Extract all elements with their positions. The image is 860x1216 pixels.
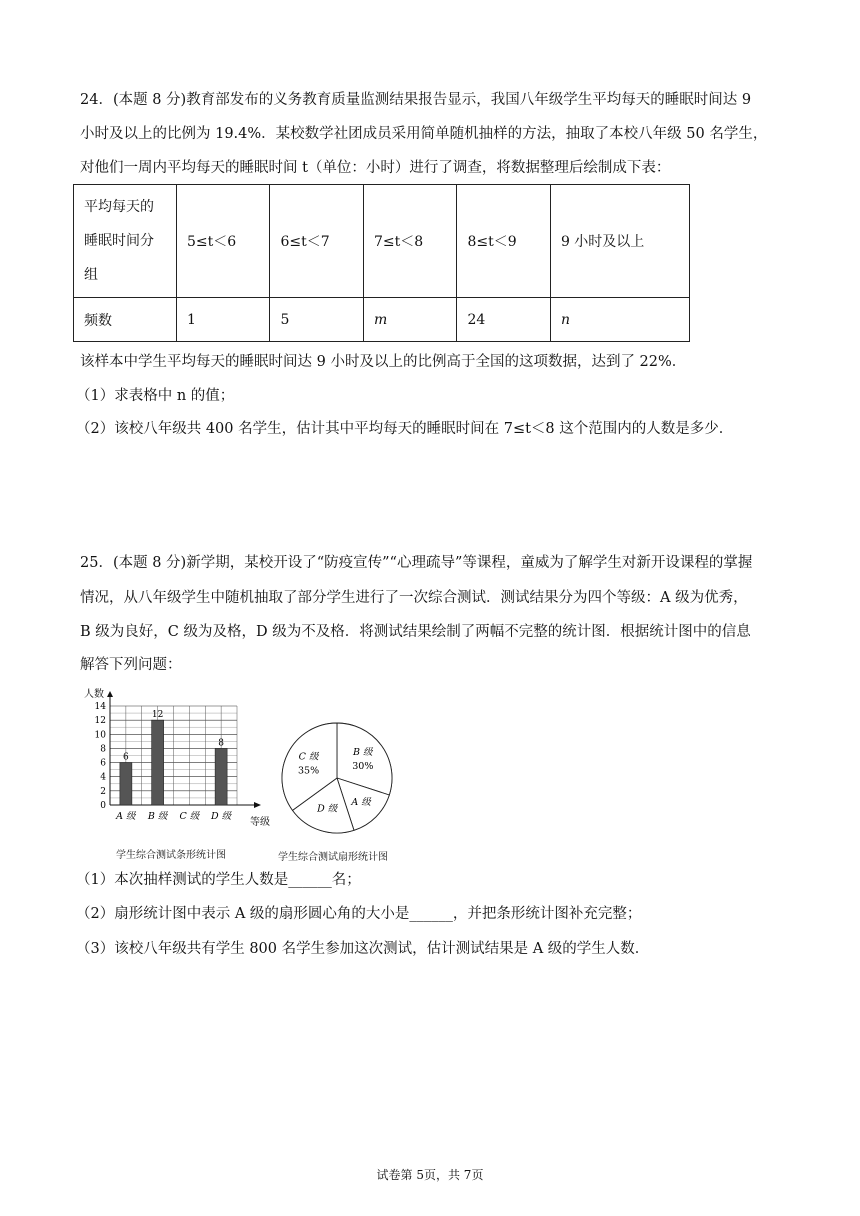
sleep-frequency-table (73, 184, 690, 342)
pie-slice-label: D 级 (317, 803, 338, 815)
table-cell-group: 9 小时及以上 (550, 185, 689, 298)
pie-slice-label: B 级 (353, 747, 373, 759)
table-cell-group: 7≤t＜8 (363, 185, 456, 298)
pie-slice-label: A 级 (351, 797, 371, 809)
q24-line4: 该样本中学生平均每天的睡眠时间达 9 小时及以上的比例高于全国的这项数据，达到了 22%． (80, 354, 687, 370)
pie-slice-percent: 30% (352, 761, 374, 773)
q25-line1: 25．(本题 8 分)新学期，某校开设了“防疫宣传”“心理疏导”等课程，童威为了解学生对新开设课程的掌握 (80, 555, 753, 571)
table-cell-count: 24 (457, 298, 550, 342)
x-tick-label: B 级 (147, 811, 168, 822)
table-head-line: 平均每天的 (84, 199, 154, 215)
x-tick-label: D 级 (211, 811, 232, 822)
bar-data-label: 12 (151, 710, 164, 721)
bar-chart (80, 686, 270, 846)
pie-chart-svg (270, 718, 410, 848)
q25-line2: 情况，从八年级学生中随机抽取了部分学生进行了一次综合测试．测试结果分为四个等级：A 级为优秀， (80, 590, 748, 606)
q24-line1: 24．(本题 8 分)教育部发布的义务教育质量监测结果报告显示，我国八年级学生平均每天的睡眠时间达 9 (80, 92, 752, 108)
bar (215, 748, 227, 805)
y-tick-label: 14 (94, 702, 106, 712)
table-head-line: 睡眠时间分 (84, 233, 154, 249)
y-tick-label: 6 (100, 758, 106, 769)
table-cell-count: 1 (177, 298, 270, 342)
bar-chart-title: 学生综合测试条形统计图 (116, 850, 226, 861)
bar (152, 720, 164, 805)
table-cell-group: 6≤t＜7 (270, 185, 363, 298)
table-row-groups (74, 185, 690, 298)
bar (120, 763, 132, 805)
x-axis-label: 等级 (250, 817, 270, 828)
y-tick-label: 10 (94, 730, 106, 741)
table-head-count: 频数 (74, 298, 177, 342)
q24-sub2: （2）该校八年级共 400 名学生，估计其中平均每天的睡眠时间在 7≤t＜8 这个范围内的人数是多少． (76, 421, 734, 437)
q24-line2: 小时及以上的比例为 19.4%．某校数学社团成员采用简单随机抽样的方法，抽取了本校八年级 50 名学生， (80, 126, 768, 142)
pie-chart (270, 718, 410, 848)
q25-sub1: （1）本次抽样测试的学生人数是______名； (76, 872, 361, 888)
table-head-line: 组 (84, 267, 98, 283)
table-cell-count: m (363, 298, 456, 342)
table-cell-group: 5≤t＜6 (177, 185, 270, 298)
table-head-group (74, 185, 177, 298)
table-row-counts (74, 298, 690, 342)
bar-chart-svg (80, 686, 270, 846)
x-tick-label: A 级 (116, 811, 136, 822)
pie-slice-percent: 35% (298, 765, 320, 777)
x-tick-label: C 级 (179, 811, 200, 822)
q25-line3: B 级为良好，C 级为及格，D 级为不及格．将测试结果绘制了两幅不完整的统计图．根据统计图中的信息 (80, 624, 751, 640)
bar-data-label: 6 (123, 752, 129, 763)
y-tick-label: 4 (100, 772, 106, 783)
y-tick-label: 2 (100, 786, 106, 797)
y-axis-label: 人数 (84, 689, 104, 700)
pie-slice-label: C 级 (298, 751, 319, 763)
q25-line4: 解答下列问题： (80, 657, 182, 673)
page-footer: 试卷第 5页，共 7页 (376, 1168, 484, 1182)
q25-sub3: （3）该校八年级共有学生 800 名学生参加这次测试，估计测试结果是 A 级的学生人数． (76, 941, 650, 957)
pie-chart-title: 学生综合测试扇形统计图 (278, 852, 388, 863)
q24-line3: 对他们一周内平均每天的睡眠时间 t（单位：小时）进行了调查，将数据整理后绘制成下表： (80, 160, 671, 176)
table-cell-group: 8≤t＜9 (457, 185, 550, 298)
y-tick-label: 0 (100, 801, 106, 811)
bar-data-label: 8 (218, 738, 224, 749)
table-cell-count: 5 (270, 298, 363, 342)
y-tick-label: 12 (94, 716, 106, 727)
q24-sub1: （1）求表格中 n 的值； (76, 388, 235, 404)
x-axis-arrow (254, 802, 261, 808)
y-tick-label: 8 (100, 744, 106, 755)
q25-sub2: （2）扇形统计图中表示 A 级的扇形圆心角的大小是______，并把条形统计图补充完整； (76, 906, 642, 922)
y-axis-arrow (107, 691, 113, 697)
table-cell-count: n (550, 298, 689, 342)
